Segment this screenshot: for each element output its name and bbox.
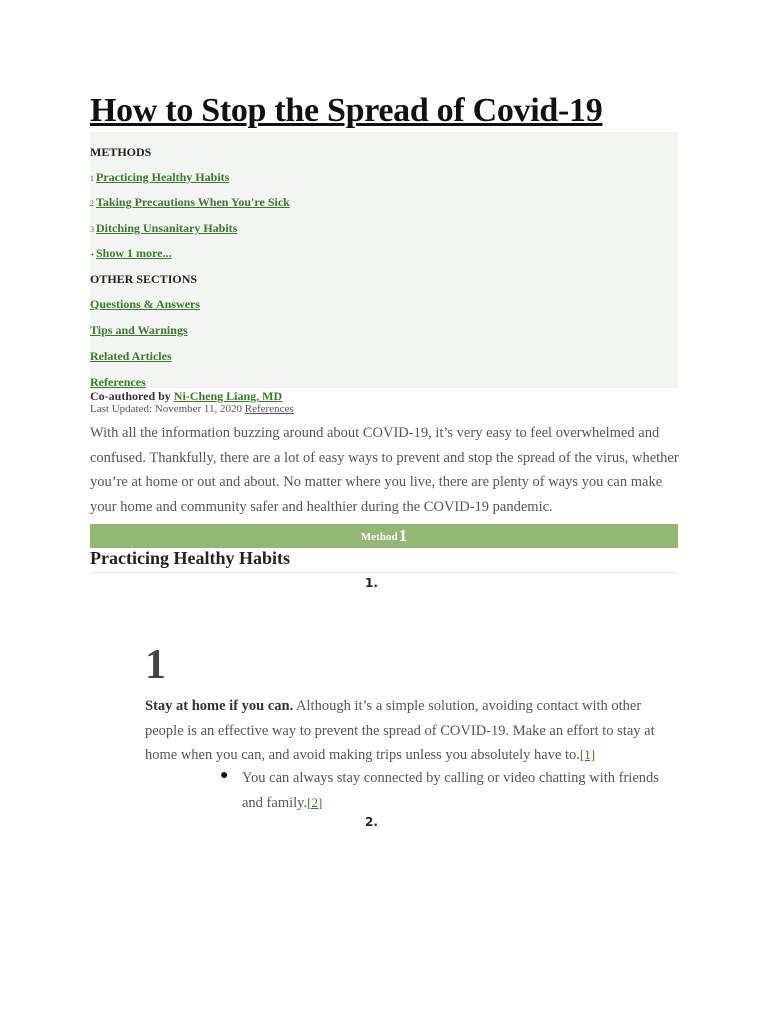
references-link[interactable]: References [244, 403, 294, 415]
plus-icon: + [90, 249, 95, 259]
toc-link-label: Taking Precautions When You're Sick [96, 195, 290, 209]
intro-paragraph: With all the information buzzing around about COVID-19, it’s very easy to feel overwhelmed and confused. Thankfully, there are a lot of easy ways to prevent and stop the spread of the virus, whether you’re at home or out and about. No matter where you live, there are plenty of ways you can make your home and community safer and healthier during the COVID-19 pandemic. [90, 425, 679, 515]
toc-link-label: Show 1 more... [96, 246, 172, 260]
toc-link-tips-warnings[interactable]: Tips and Warnings [90, 323, 188, 337]
toc-link-questions-answers[interactable]: Questions & Answers [90, 297, 201, 311]
reference-link[interactable]: [2] [307, 794, 323, 810]
step-number-icon: 3 [90, 224, 94, 234]
toc-link-label: Practicing Healthy Habits [96, 170, 230, 184]
toc-link-label: Ditching Unsanitary Habits [96, 221, 238, 235]
toc-link-ditching-unsanitary-habits[interactable] [90, 221, 237, 236]
page-title: How to Stop the Spread of Covid-19 [90, 92, 603, 129]
bullet-icon: ● [220, 768, 229, 783]
toc-link-related-articles[interactable]: Related Articles [90, 349, 172, 363]
method-label: Method [360, 531, 398, 543]
step-list-number: 1. [365, 576, 378, 590]
toc-link-show-more[interactable] [90, 246, 171, 261]
step-list-number: 2. [365, 815, 378, 829]
author-link[interactable]: Ni-Cheng Liang, MD [173, 389, 283, 403]
table-of-contents [90, 132, 678, 388]
toc-other-sections-heading: OTHER SECTIONS [90, 272, 198, 286]
step-body: Although it’s a simple solution, avoiding contact with other people is an effective way to prevent the spread of COVID-19. Make an effort to stay at home when you can, and avoid making trips unless you absolutely have to. [145, 698, 655, 763]
step-number-icon: 2 [90, 198, 94, 208]
step-big-number: 1 [145, 642, 166, 688]
bullet-text: You can always stay connected by calling or video chatting with friends and family. [242, 770, 659, 811]
toc-link-practicing-healthy-habits[interactable] [90, 170, 229, 185]
last-updated [90, 403, 294, 415]
method-number: 1 [398, 526, 408, 545]
byline [90, 389, 282, 404]
method-title: Practicing Healthy Habits [90, 548, 678, 573]
step-text [145, 694, 678, 768]
toc-link-references[interactable]: References [90, 375, 146, 389]
byline-prefix: Co-authored by [90, 389, 171, 403]
last-updated-text: Last Updated: November 11, 2020 [90, 403, 243, 415]
step-number-icon: 1 [90, 173, 94, 183]
reference-link[interactable]: [1] [579, 747, 596, 762]
method-banner [90, 524, 678, 548]
step-bold-lead: Stay at home if you can. [145, 698, 294, 714]
step-bullet [242, 766, 678, 815]
toc-link-taking-precautions[interactable] [90, 195, 290, 210]
toc-methods-heading: METHODS [90, 145, 152, 159]
